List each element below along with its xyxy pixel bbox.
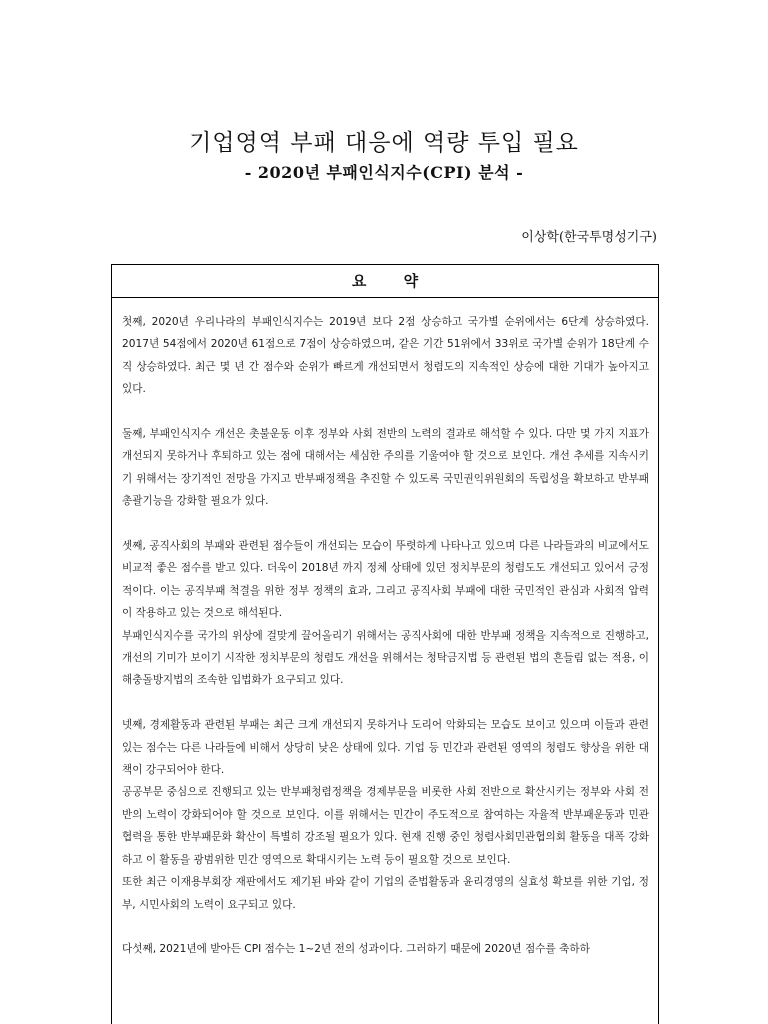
paragraph-text: 또한 최근 이재용부회장 재판에서도 제기된 바와 같이 기업의 준법활동과 윤리경영의 실효성 확보를 위한 기업, 정부, 시민사회의 노력이 요구되고 있다. <box>122 876 649 911</box>
summary-paragraph-2 <box>122 423 649 513</box>
paragraph-text: 첫째, 2020년 우리나라의 부패인식지수는 2019년 보다 2점 상승하고 국가별 순위에서는 6단계 상승하였다. 2017년 54점에서 2020년 61점으로 7점이 상승하였으며, 같은 기간 51위에서 33위로 국가별 순위가 18단계 수직 상승하였다. 최근 몇 년 간 점수와 순위가 빠르게 개선되면서 청렴도의 지속적인 상승에 대한 기대가 높아지고 있다. <box>122 316 649 396</box>
paragraph-text: 둘째, 부패인식지수 개선은 촛불운동 이후 정부와 사회 전반의 노력의 결과로 해석할 수 있다. 다만 몇 가지 지표가 개선되지 못하거나 후퇴하고 있는 점에 대해서는 세심한 주의를 기울여야 할 것으로 보인다. 개선 추세를 지속시키기 위해서는 장기적인 전망을 가지고 반부패정책을 추진할 수 있도록 국민권익위원회의 독립성을 확보하고 반부패 총괄기능을 강화할 필요가 있다. <box>122 428 649 508</box>
paragraph-text: 넷째, 경제활동과 관련된 부패는 최근 크게 개선되지 못하거나 도리어 악화되는 모습도 보이고 있으며 이들과 관련 있는 점수는 다른 나라들에 비해서 상당히 낮은 상태에 있다. 기업 등 민간과 관련된 영역의 청렴도 향상을 위한 대책이 강구되어야 한다. <box>122 719 649 777</box>
summary-box <box>111 264 659 1024</box>
summary-paragraph-1 <box>122 311 649 401</box>
author-byline: 이상학(한국투명성기구) <box>521 230 657 245</box>
page-subtitle: - 2020년 부패인식지수(CPI) 분석 - <box>244 163 524 182</box>
page-title: 기업영역 부패 대응에 역량 투입 필요 <box>189 130 579 156</box>
summary-header: 요 약 <box>112 265 658 298</box>
summary-paragraph-5 <box>122 938 649 960</box>
paragraph-text: 부패인식지수를 국가의 위상에 걸맞게 끌어올리기 위해서는 공직사회에 대한 반부패 정책을 지속적으로 진행하고, 개선의 기미가 보이기 시작한 정치부문의 청렴도 개선을 위해서는 청탁금지법 등 관련된 법의 흔들림 없는 적용, 이해충돌방지법의 조속한 입법화가 요구되고 있다. <box>122 629 649 687</box>
paragraph-text: 다섯째, 2021년에 받아든 CPI 점수는 1~2년 전의 성과이다. 그러하기 때문에 2020년 점수를 축하하 <box>122 943 590 956</box>
summary-paragraph-4 <box>122 714 649 916</box>
paragraph-text: 공공부문 중심으로 진행되고 있는 반부패청렴정책을 경제부문을 비롯한 사회 전반으로 확산시키는 정부와 사회 전반의 노력이 강화되어야 할 것으로 보인다. 이를 위해서는 민간이 주도적으로 참여하는 자율적 반부패운동과 민관협력을 통한 반부패문화 확산이 특별히 강조될 필요가 있다. 현재 진행 중인 청렴사회민관협의회 활동을 대폭 강화하고 이 활동을 광범위한 민간 영역으로 확대시키는 노력 등이 필요할 것으로 보인다. <box>122 786 649 866</box>
summary-paragraph-3 <box>122 535 649 692</box>
summary-body <box>112 298 658 961</box>
paragraph-text: 셋째, 공직사회의 부패와 관련된 점수들이 개선되는 모습이 뚜렷하게 나타나고 있으며 다른 나라들과의 비교에서도 비교적 좋은 점수를 받고 있다. 더욱이 2018년 까지 정체 상태에 있던 정치부문의 청렴도도 개선되고 있어서 긍정적이다. 이는 공직부패 척결을 위한 정부 정책의 효과, 그리고 공직사회 부패에 대한 국민적인 관심과 사회적 압력이 작용하고 있는 것으로 해석된다. <box>122 540 649 620</box>
